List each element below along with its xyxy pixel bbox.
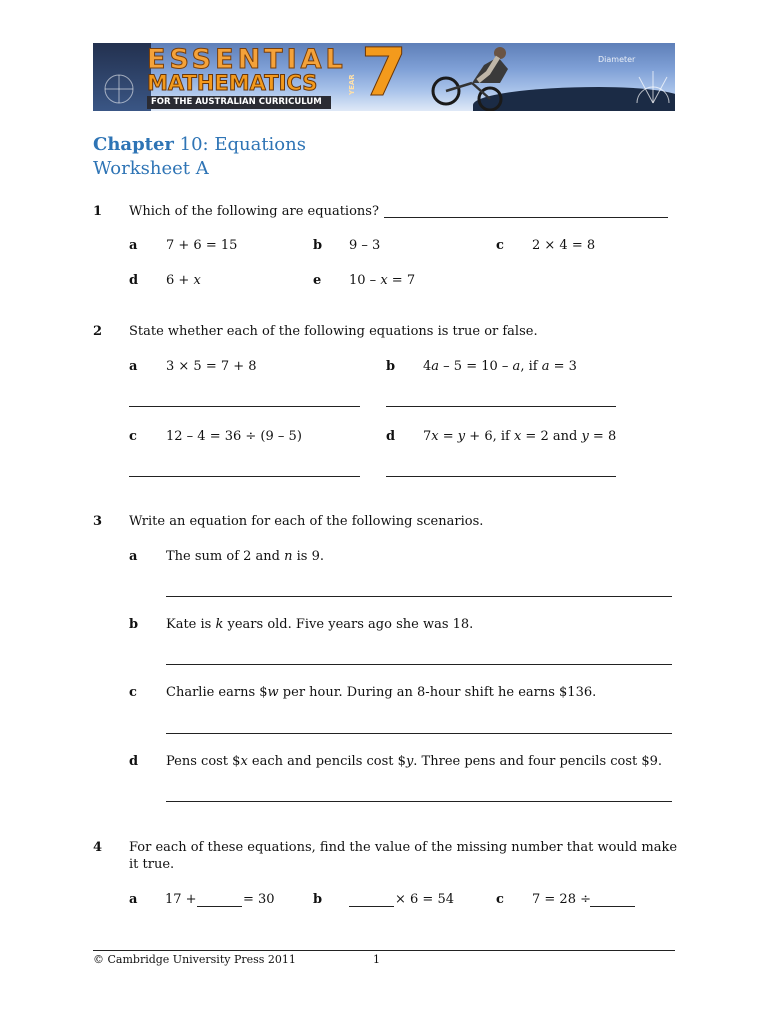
part-before: 7 = 28 ÷ [532,892,591,907]
banner-protractor-graphic [633,63,673,109]
part-label: b [386,359,396,374]
part-text: 10 – x = 7 [349,273,416,288]
question-prompt: Write an equation for each of the following scenarios. [129,514,484,529]
part-text: 2 × 4 = 8 [532,238,596,253]
part-after: = 30 [243,892,275,907]
footer-copyright: © Cambridge University Press 2011 [93,953,296,966]
answer-line[interactable] [384,217,668,218]
part-label: d [129,273,139,288]
year-label: YEAR [348,74,356,95]
blank-line[interactable] [349,906,394,907]
answer-line[interactable] [386,406,616,407]
page-number: 1 [373,953,380,966]
brand-title-mathematics: MATHEMATICS [147,71,318,95]
part-text: 4a – 5 = 10 – a, if a = 3 [423,359,577,374]
part-label: b [313,892,323,907]
blank-line[interactable] [197,906,242,907]
part-label: d [386,429,396,444]
part-label: b [129,617,139,632]
question-number: 2 [93,324,103,339]
part-text: 9 – 3 [349,238,381,253]
chapter-label: Chapter [93,134,174,155]
part-text: 6 + x [166,273,201,288]
part-label: e [313,273,322,288]
question-prompt: State whether each of the following equations is true or false. [129,324,538,339]
part-text: 3 × 5 = 7 + 8 [166,359,257,374]
part-label: a [129,549,138,564]
question-number: 4 [93,840,103,855]
part-text: Kate is k years old. Five years ago she was 18. [166,617,474,632]
brand-subtitle: FOR THE AUSTRALIAN CURRICULUM [147,96,331,109]
answer-line[interactable] [386,476,616,477]
question-number: 3 [93,514,103,529]
part-text: Pens cost $x each and pencils cost $y. Three pens and four pencils cost $9. [166,754,663,769]
blank-line[interactable] [590,906,635,907]
question-prompt-continued: it true. [129,857,175,872]
part-label: a [129,238,138,253]
part-label: b [313,238,323,253]
header-banner [93,43,675,111]
part-label: d [129,754,139,769]
part-label: c [129,685,137,700]
question-prompt: For each of these equations, find the value of the missing number that would make [129,840,678,855]
part-before: 17 + [165,892,197,907]
question-prompt: Which of the following are equations? [129,204,379,219]
part-label: c [496,238,504,253]
answer-line[interactable] [166,801,672,802]
part-label: a [129,892,138,907]
question-number: 1 [93,204,103,219]
part-label: c [496,892,504,907]
part-text: 7 + 6 = 15 [166,238,238,253]
part-after: × 6 = 54 [395,892,454,907]
answer-line[interactable] [166,596,672,597]
brand-title-essential: ESSENTIAL [147,44,347,75]
banner-compass-graphic [99,71,139,109]
bmx-rider-image [428,43,528,111]
answer-line[interactable] [129,406,360,407]
part-text: The sum of 2 and n is 9. [166,549,324,564]
year-number: 7 [361,43,407,111]
chapter-title [93,134,306,156]
chapter-name: 10: Equations [173,134,306,155]
footer-rule [93,950,675,951]
banner-deco-text: Diameter [598,55,636,64]
part-text: 12 – 4 = 36 ÷ (9 – 5) [166,429,302,444]
part-label: a [129,359,138,374]
part-label: c [129,429,137,444]
part-text: 7x = y + 6, if x = 2 and y = 8 [423,429,617,444]
answer-line[interactable] [129,476,360,477]
answer-line[interactable] [166,664,672,665]
part-text: Charlie earns $w per hour. During an 8-hour shift he earns $136. [166,685,597,700]
answer-line[interactable] [166,733,672,734]
worksheet-title: Worksheet A [93,158,209,179]
